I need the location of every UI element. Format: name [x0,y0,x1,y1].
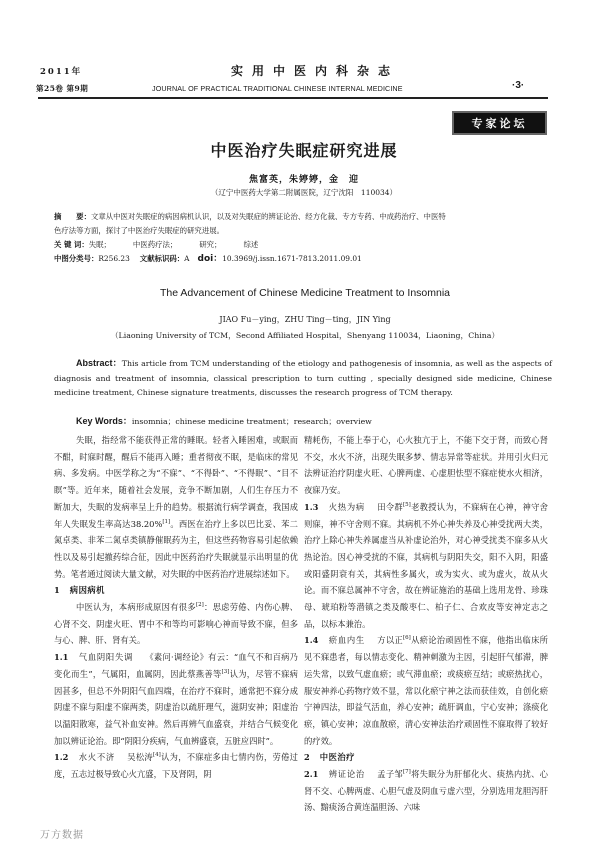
section-title: 中医治疗 [319,752,355,763]
subsection-1-2 [54,749,298,782]
clc-value: R256.23 [98,254,130,263]
doi-value[interactable]: 10.3969/j.issn.1671-7813.2011.09.01 [222,254,362,263]
paragraph-text: 田令群 [377,501,404,512]
authors-cn: 焦富英，朱婷婷，金 迎 [248,175,359,185]
keyword-cn: 研究； [199,240,222,249]
doc-code-value: A [184,254,190,263]
volume-issue: 第25卷 第9期 [36,84,89,93]
paragraph-text: ：思虑劳倦、内伤心脾、心肾不交、阴虚火旺、胃中不和等均可影响心神而导致不寐，但多与心、脾、肝、肾有关。 [54,602,298,646]
citation-ref[interactable]: [4] [153,752,161,759]
subsection-1-3 [304,499,548,633]
keyword-cn: 综述 [243,240,259,249]
citation-ref[interactable]: [7] [403,769,411,776]
section-1-paragraph [54,599,298,649]
paragraph-text: 老教授认为，不寐病在心神，神守舍则寐，神不守舍则不寐。其病机不外心神失养及心神受扰两大类，治疗上除心神失养属虚当从补虚论治外，对心神受扰类不寐多从火热论治。因心神受扰的不寐，其病机与阴阳失交，阳不入阴，阳盛或阳盛阴衰有关，其病性多属火，或为实火、或为虚火，故从火论。而不寐总属神不守舍，故在辨证施治的基础上选用龙骨、珍珠母、琥珀粉等潜镇之类及酸枣仁、柏子仁、合欢皮等安神定志之品，以标本兼治。 [304,501,548,629]
paragraph-text: 《素问·调经论》有云：“血气不和百病乃变化而生”，气属阳，血属阴，因此蔡燕善等 [54,652,298,679]
affiliation-cn: （辽宁中医药大学第二附属医院，辽宁沈阳 110034） [210,188,398,197]
paragraph-text: 认为，不寐症多由七情内伤，劳倦过度，五志过极导致心火亢盛，下及肾阴，阴 [54,752,298,780]
section-1-heading [54,582,298,599]
paragraph-text: 将失眠分为肝郁化火、痰热内扰、心肾不交、心脾两虚、心胆气虚及阴血亏虚六型，分别选用龙胆泻肝汤、黯痰汤合黄连温胆汤、六味 [304,769,548,813]
journal-title-en: JOURNAL OF PRACTICAL TRADITIONAL CHINESE INTERNAL MEDICINE [152,84,403,93]
article-title-en: The Advancement of Chinese Medicine Treatment to Insomnia [159,287,451,299]
intro-text: 失眠，指经常不能获得正常的睡眠。轻者入睡困难，或眠而不酣，时寐时醒，醒后不能再入睡；重者彻夜不眠，是临床的常见病、多发病。中医学称之为“不寐”、“不得卧”、“不得眠”、“目不瞑”等。近年来，随着社会发展，竞争不断加剧，人们生存压力不断加大，失眠的发病率呈上升的趋势。根据流行病学调查，我国成年人失眠发生率高达38.20% [54,435,298,529]
affiliation-en: （Liaoning University of TCM，Second Affiliated Hospital，Shenyang 110034，Liaoning，China） [110,331,500,340]
body-column-right [304,432,548,816]
subsection-title: 水火不济 [78,752,116,763]
doc-code-label: 文献标识码： [139,254,185,263]
subsection-number: 1.3 [304,501,319,512]
subsection-title: 火热为病 [328,501,366,512]
classification-line [54,252,554,266]
continued-paragraph [304,432,548,499]
citation-ref[interactable]: [1] [162,518,171,525]
paragraph-text: 认为，尽管不寐病因甚多，但总不外阴阳气血四端，在治疗不寐时，通常把不寐分成阴虚不寐与阳虚不寐两类，阴虚治以疏肝理气，滋阴安神；阳虚治以温阳散寒，益气补血安神。然后再辨气血盛衰，并结合气候变化加以辨证论治。即“阴阳分疾病，气血辨盛衰，五脏应四时”。 [54,668,298,746]
citation-ref[interactable]: [6] [403,635,411,642]
subsection-title: 瘀血内生 [328,635,366,646]
paragraph-text: 中医认为，本病形成原因有很多 [76,602,196,613]
abstract-cn-line-2 [54,224,554,238]
citation-ref[interactable]: [5] [403,501,411,508]
body-column-left [54,432,298,783]
intro-text-end: 。西医在治疗上多以巴比妥、苯二氮卓类、非苯二氮卓类镇静催眠药为主，但这些药物容易引起依赖性以及易引起撤药综合征，因此中医药治疗失眠就显示出明显的优势。笔者通过阅读大量文献，对失眠的中医药治疗进展综述如下。 [54,518,298,579]
section-title: 病因病机 [69,585,105,596]
section-2-heading [304,749,548,766]
paragraph-text: 从瘀论治顽固性不寐，他指出临床所见不寐患者，每以情志变化、精神刺激为主因，引起肝气郁滞，脾运失常，以致气虚血瘀；或气滞血瘀；或痰瘀互结；或瘀热扰心，服安神养心药物疗效不显，常以化瘀宁神之法而获佳效，自创化瘀宁神四法，即益气活血，养心安神；疏肝调血，宁心安神；涤痰化瘀，镇心安神；凉血散瘀，清心安神法治疗顽固性不寐取得了较好的疗效。 [304,635,548,746]
keyword-cn: 中医药疗法； [132,240,178,249]
abstract-cn-label: 摘 要： [54,212,91,221]
intro-paragraph [54,432,298,582]
section-number: 2 [304,752,310,763]
subsection-2-1 [304,766,548,816]
subsection-number: 1.4 [304,635,319,646]
abstract-cn-block [54,210,554,266]
doi-label: doi： [197,254,223,264]
subsection-1-1 [54,649,298,749]
authors-en: JIAO Fu－ying，ZHU Ting－ting，JIN Ying [219,315,391,324]
abstract-cn-text-2: 色疗法等方面，探讨了中医治疗失眠症的研究进展。 [54,226,224,235]
subsection-number: 2.1 [304,769,319,780]
subsection-title: 辨证论治 [328,769,366,780]
abstract-en-label: Abstract： [76,358,122,368]
keywords-en-text: insomnia；chinese medicine treatment；research；overview [131,417,372,426]
clc-label: 中图分类号： [54,254,99,263]
keywords-cn [54,238,554,252]
abstract-cn-text-1: 文章从中医对失眠症的病因病机认识，以及对失眠症的辨证论治、经方化裁、专方专药、中成药治疗、中医特 [90,212,446,221]
journal-title-cn: 实用中医内科杂志 [230,64,399,78]
abstract-en [54,356,552,401]
paragraph-text: 精耗伤，不能上奉于心，心火独亢于上，不能下交于肾，而致心肾不交，水火不济，出现失眠多梦、情志异常等症状。并用引火归元法辨证治疗阴虚火旺、心脾两虚、心虚胆怯型不寐症使水火相济，夜寐乃安。 [304,435,548,496]
paragraph-text: 吴松涛 [127,752,154,763]
abstract-en-text: This article from TCM understanding of the etiology and pathogenesis of insomnia, as well as the aspects of diagnosis and treatment of insomnia, classical prescription to turn cutting , specially designed side medicine, Chinese medicine treatment, Chinese signature treatments, discusses the research progress of TCM therapy. [54,359,552,398]
subsection-title: 气血阴阳失调 [78,652,134,663]
paragraph-text: 方以正 [377,635,404,646]
issue-year: 2011年 [40,67,83,77]
keywords-en-label: Key Words： [76,416,132,426]
abstract-cn-line-1 [54,210,554,224]
page-number: ·3· [512,80,525,91]
subsection-1-4 [304,632,548,749]
keywords-cn-label: 关 键 词： [54,240,89,249]
database-watermark: 万方数据 [40,830,84,841]
paragraph-text: 孟子邹 [377,769,404,780]
subsection-number: 1.1 [54,652,69,663]
column-badge: 专家论坛 [452,111,547,135]
section-number: 1 [54,585,60,596]
header-rule [38,97,548,99]
keyword-cn: 失眠； [88,240,111,249]
citation-ref[interactable]: [3] [221,668,230,675]
citation-ref[interactable]: [2] [195,602,204,609]
article-title-cn: 中医治疗失眠症研究进展 [210,141,398,160]
keywords-en [76,414,372,427]
subsection-number: 1.2 [54,752,69,763]
